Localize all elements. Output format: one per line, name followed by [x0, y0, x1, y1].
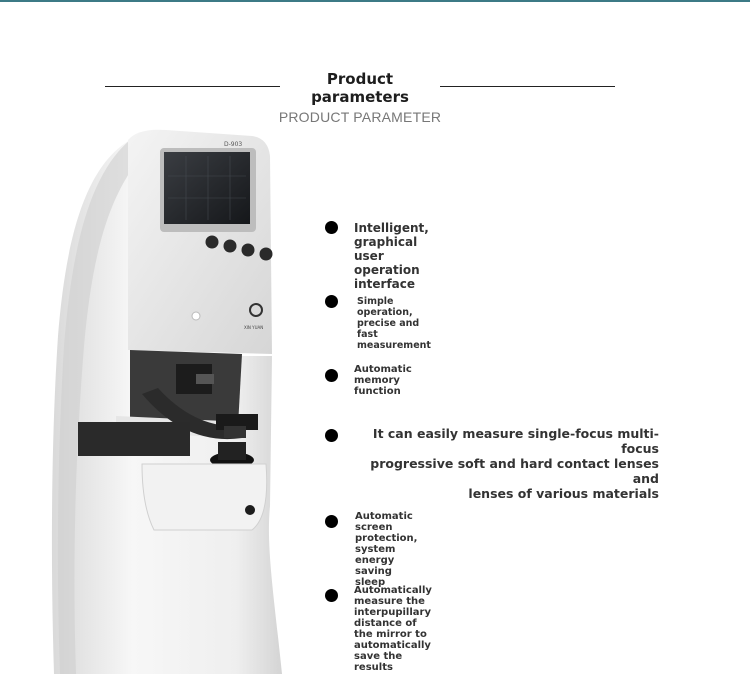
section-title-line-2: parameters [311, 88, 409, 106]
feature-bullet [325, 429, 338, 442]
feature-bullet [325, 295, 338, 308]
section-title-line-1: Product [326, 70, 394, 88]
title-divider-right [440, 86, 615, 87]
feature-bullet [325, 221, 338, 234]
device-brand: XIN YUAN [244, 325, 264, 330]
feature-text: Automatically measure the interpupillary distance of the mirror to automatically save the results [354, 585, 432, 673]
lensmeter-device-image [46, 126, 306, 674]
feature-text: Automatic memory function [354, 364, 412, 397]
title-divider-left [105, 86, 280, 87]
section-title [282, 70, 438, 106]
device-badge: D-903 [224, 141, 243, 148]
feature-bullet [325, 589, 338, 602]
feature-text: Intelligent, graphical user operation interface [354, 221, 429, 291]
feature-text: It can easily measure single-focus multi-focus progressive soft and hard contact lenses and lenses of various materials [370, 426, 659, 501]
top-accent-rule [0, 0, 750, 2]
feature-text: Automatic screen protection, system energy saving sleep [355, 511, 418, 588]
section-subtitle: PRODUCT PARAMETER [278, 109, 442, 125]
feature-text: Simple operation, precise and fast measurement [357, 296, 431, 351]
feature-bullet [325, 515, 338, 528]
feature-bullet [325, 369, 338, 382]
